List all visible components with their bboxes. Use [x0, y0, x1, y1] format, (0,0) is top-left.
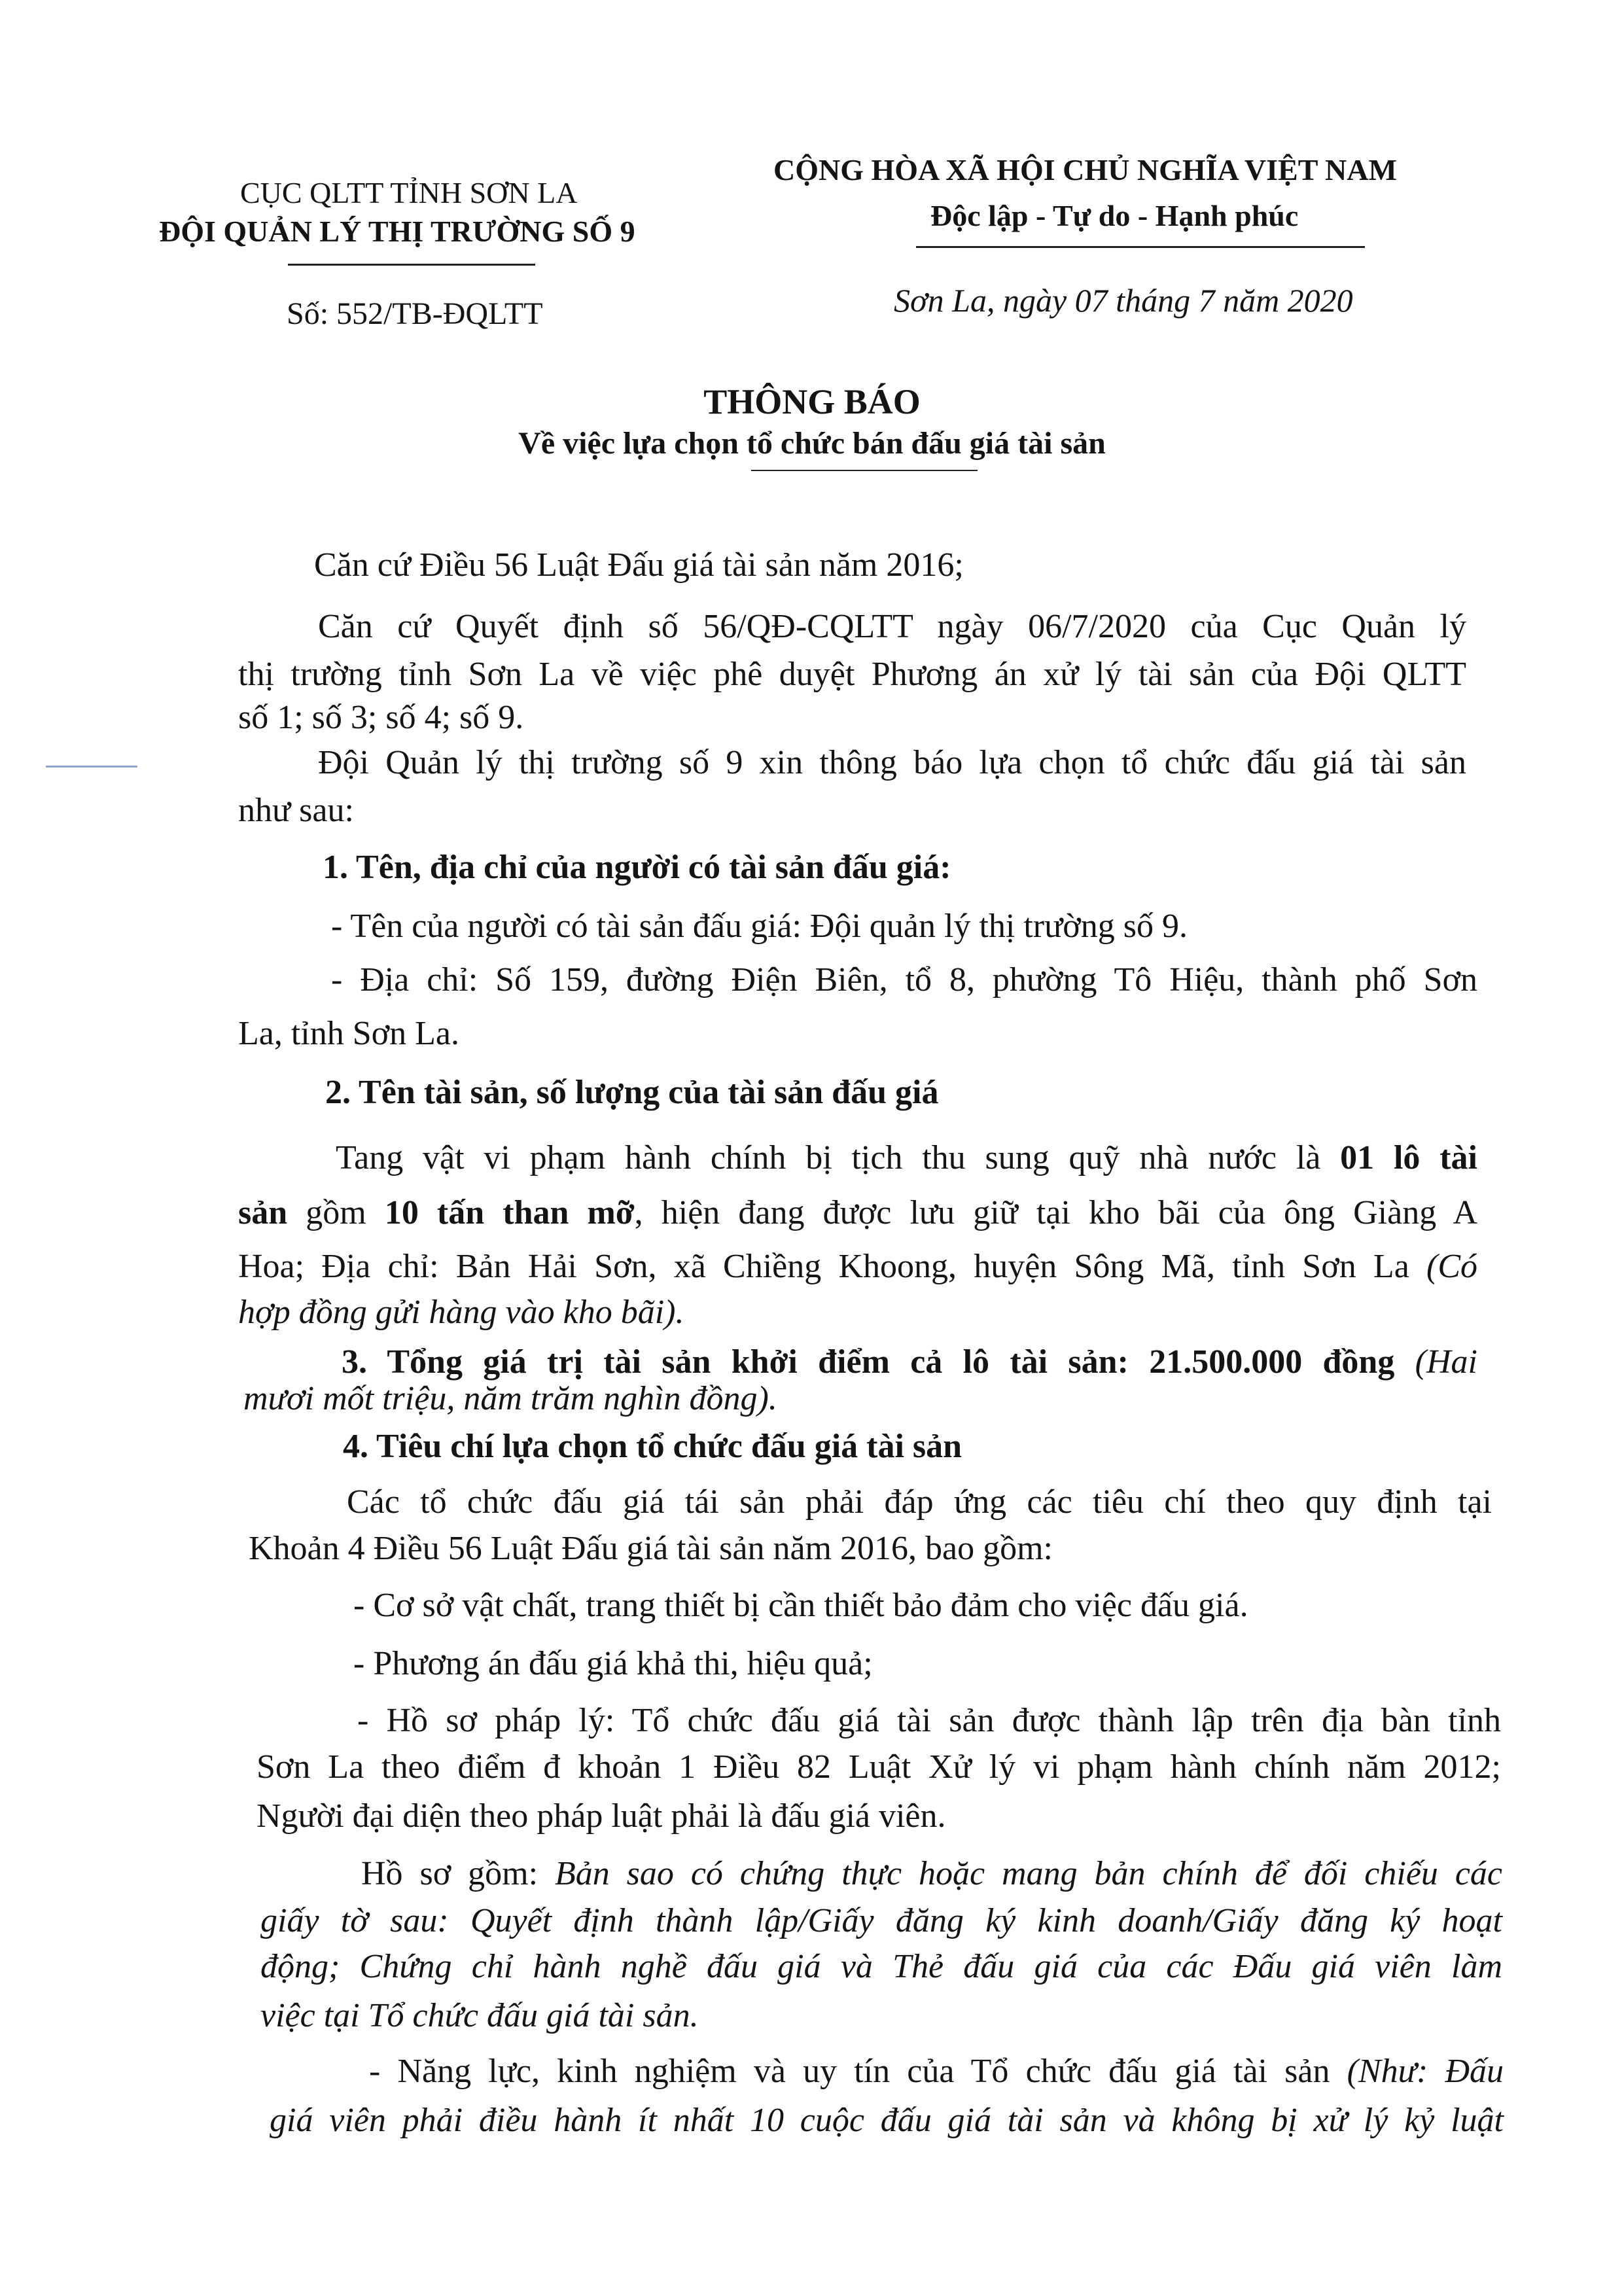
- section-1-address-line-1: - Địa chỉ: Số 159, đường Điện Biên, tổ 8, phường Tô Hiệu, thành phố Sơn: [331, 961, 1477, 998]
- notice-subtitle: Về việc lựa chọn tổ chức bán đấu giá tài sản: [518, 426, 1106, 461]
- section-2-text-a: gồm: [287, 1194, 385, 1231]
- documents-line-4: việc tại Tổ chức đấu giá tài sản.: [260, 1997, 699, 2034]
- documents-text: Bản sao có chứng thực hoặc mang bản chính để đối chiếu các: [554, 1855, 1502, 1892]
- section-3-note-start: (Hai: [1394, 1343, 1477, 1381]
- section-2-lot-cont: sản: [238, 1194, 288, 1231]
- place-date: Sơn La, ngày 07 tháng 7 năm 2020: [894, 282, 1353, 319]
- criteria-legal-line-2: Sơn La theo điểm đ khoản 1 Điều 82 Luật Xử lý vi phạm hành chính năm 2012;: [256, 1748, 1501, 1786]
- section-2-text-b: , hiện đang được lưu giữ tại kho bãi của ông Giàng A: [634, 1194, 1477, 1231]
- criteria-capacity-text: - Năng lực, kinh nghiệm và uy tín của Tổ chức đấu giá tài sản: [369, 2053, 1347, 2090]
- national-motto: Độc lập - Tự do - Hạnh phúc: [930, 199, 1299, 232]
- preamble-basis-2-line-1: Căn cứ Quyết định số 56/QĐ-CQLTT ngày 06/7/2020 của Cục Quản lý: [318, 608, 1466, 645]
- section-3-heading: 3. Tổng giá trị tài sản khởi điểm cả lô tài sản: 21.500.000 đồng: [342, 1343, 1395, 1381]
- section-4-intro-line-2: Khoản 4 Điều 56 Luật Đấu giá tài sản năm 2016, bao gồm:: [249, 1530, 1053, 1567]
- agency-name: ĐỘI QUẢN LÝ THỊ TRƯỜNG SỐ 9: [159, 215, 635, 248]
- preamble-basis-1: Căn cứ Điều 56 Luật Đấu giá tài sản năm 2016;: [314, 546, 964, 584]
- preamble-notice-line-2: như sau:: [238, 792, 354, 829]
- criteria-facilities: - Cơ sở vật chất, trang thiết bị cần thiết bảo đảm cho việc đấu giá.: [353, 1587, 1248, 1624]
- notice-title: THÔNG BÁO: [703, 382, 921, 421]
- criteria-legal-line-3: Người đại diện theo pháp luật phải là đấu giá viên.: [256, 1797, 946, 1835]
- section-2-lot: 01 lô tài: [1340, 1139, 1478, 1176]
- document-number: Số: 552/TB-ĐQLTT: [287, 296, 543, 331]
- section-4-intro-line-1: Các tổ chức đấu giá tái sản phải đáp ứng các tiêu chí theo quy định tại: [347, 1483, 1492, 1521]
- documents-line-3: động; Chứng chỉ hành nghề đấu giá và Thẻ đấu giá của các Đấu giá viên làm: [260, 1948, 1502, 1985]
- section-2-line-1-text: Tang vật vi phạm hành chính bị tịch thu sung quỹ nhà nước là: [336, 1139, 1341, 1176]
- criteria-auction-plan: - Phương án đấu giá khả thi, hiệu quả;: [353, 1645, 873, 1682]
- documents-label: Hồ sơ gồm:: [361, 1855, 555, 1892]
- preamble-basis-2-line-3: số 1; số 3; số 4; số 9.: [238, 699, 524, 736]
- preamble-notice-line-1: Đội Quản lý thị trường số 9 xin thông báo lựa chọn tổ chức đấu giá tài sản: [318, 744, 1466, 781]
- section-3-line-2: mươi mốt triệu, năm trăm nghìn đồng).: [243, 1380, 777, 1417]
- section-2-quantity: 10 tấn than mỡ: [384, 1194, 635, 1231]
- criteria-capacity-note-start: (Như: Đấu: [1347, 2053, 1504, 2090]
- section-4-heading: 4. Tiêu chí lựa chọn tổ chức đấu giá tài sản: [343, 1428, 962, 1465]
- documents-line-1: [361, 1850, 1502, 1898]
- section-2-note-start: (Có: [1426, 1248, 1477, 1285]
- preamble-basis-2-line-2: thị trường tỉnh Sơn La về việc phê duyệt Phương án xử lý tài sản của Đội QLTT: [238, 656, 1466, 693]
- criteria-capacity-line-2: giá viên phải điều hành ít nhất 10 cuộc đấu giá tài sản và không bị xử lý kỷ luật: [270, 2102, 1504, 2139]
- country-name: CỘNG HÒA XÃ HỘI CHỦ NGHĨA VIỆT NAM: [773, 153, 1397, 186]
- agency-parent: CỤC QLTT TỈNH SƠN LA: [240, 176, 578, 209]
- agency-underline: [288, 264, 535, 266]
- documents-line-2: giấy tờ sau: Quyết định thành lập/Giấy đăng ký kinh doanh/Giấy đăng ký hoạt: [260, 1902, 1502, 1939]
- section-1-owner-name: - Tên của người có tài sản đấu giá: Đội quản lý thị trường số 9.: [331, 908, 1188, 945]
- criteria-capacity-line-1: [369, 2048, 1504, 2095]
- section-2-heading: 2. Tên tài sản, số lượng của tài sản đấu giá: [325, 1074, 939, 1111]
- section-2-line-2: [238, 1190, 1477, 1237]
- section-2-line-3: [238, 1243, 1477, 1290]
- section-1-heading: 1. Tên, địa chỉ của người có tài sản đấu giá:: [323, 849, 951, 886]
- section-2-line-1: [336, 1135, 1477, 1182]
- section-2-location: Hoa; Địa chỉ: Bản Hải Sơn, xã Chiềng Khoong, huyện Sông Mã, tỉnh Sơn La: [238, 1248, 1426, 1285]
- section-1-address-line-2: La, tỉnh Sơn La.: [238, 1015, 459, 1052]
- subtitle-underline: [751, 470, 978, 471]
- margin-mark: [46, 766, 137, 768]
- motto-underline: [916, 246, 1365, 248]
- criteria-legal-line-1: - Hồ sơ pháp lý: Tổ chức đấu giá tài sản được thành lập trên địa bàn tỉnh: [357, 1702, 1501, 1739]
- section-2-line-4: hợp đồng gửi hàng vào kho bãi).: [238, 1294, 684, 1331]
